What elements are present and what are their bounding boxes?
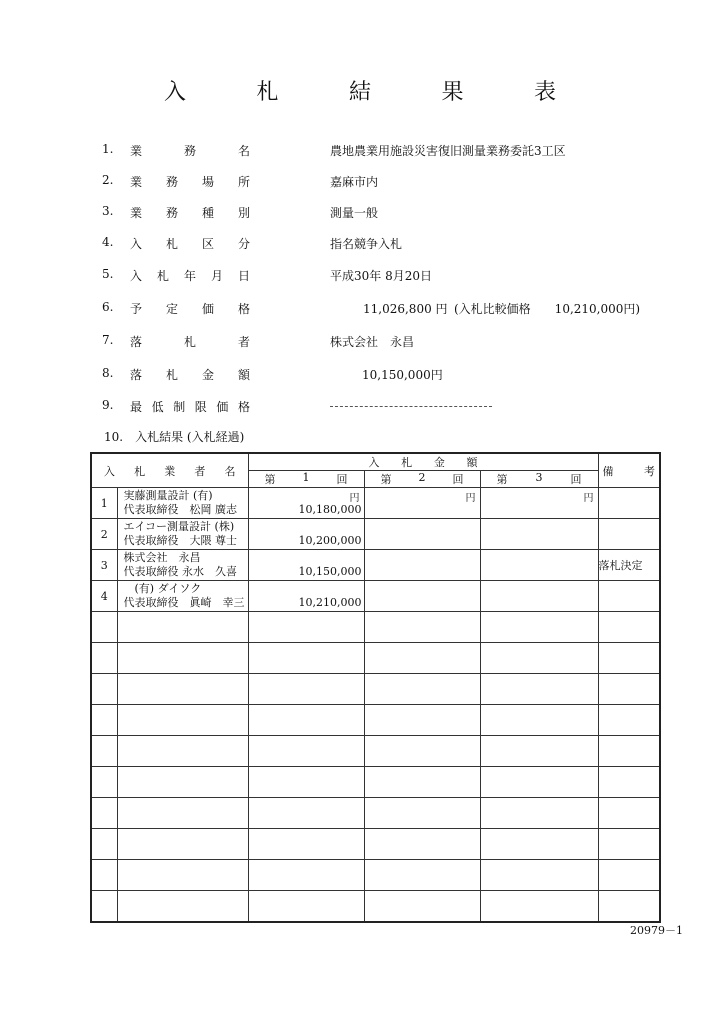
info-label-char: 名 bbox=[237, 144, 250, 158]
round-3-amount bbox=[480, 488, 598, 519]
bidder-number bbox=[91, 550, 117, 581]
info-label-char: 制 bbox=[173, 400, 186, 414]
document-number: 20979－1 bbox=[630, 924, 683, 937]
empty-cell bbox=[248, 860, 364, 891]
round-header-char: 第 bbox=[496, 473, 508, 486]
empty-cell bbox=[598, 891, 660, 923]
info-value: 測量一般 bbox=[330, 206, 379, 220]
empty-cell bbox=[364, 674, 480, 705]
empty-cell bbox=[480, 612, 598, 643]
empty-cell bbox=[248, 736, 364, 767]
empty-cell bbox=[480, 643, 598, 674]
remarks-cell bbox=[598, 519, 660, 550]
empty-cell bbox=[598, 860, 660, 891]
info-label-char: 務 bbox=[165, 206, 178, 220]
round-2-header bbox=[364, 471, 480, 488]
empty-cell bbox=[480, 674, 598, 705]
info-label-char: 区 bbox=[201, 237, 214, 251]
empty-cell bbox=[117, 612, 248, 643]
info-label-char: 業 bbox=[130, 144, 143, 158]
bidder-name bbox=[117, 519, 248, 550]
empty-cell bbox=[598, 767, 660, 798]
bidder-name bbox=[117, 581, 248, 612]
info-label-char: 業 bbox=[130, 175, 143, 189]
info-value: 株式会社 永昌 bbox=[330, 335, 415, 349]
info-label bbox=[130, 366, 250, 383]
info-label-char: 分 bbox=[237, 237, 250, 251]
table-row-empty bbox=[91, 643, 660, 674]
bidder-number-text: 1 bbox=[100, 496, 108, 510]
info-label bbox=[130, 142, 250, 159]
title-char: 結 bbox=[348, 79, 371, 105]
bidder-name-header bbox=[91, 453, 248, 488]
bidder-number-text: 3 bbox=[100, 558, 108, 572]
bidder-name bbox=[117, 488, 248, 519]
empty-cell bbox=[117, 829, 248, 860]
empty-cell bbox=[248, 767, 364, 798]
round-3-amount bbox=[480, 550, 598, 581]
empty-cell bbox=[480, 829, 598, 860]
empty-cell bbox=[117, 705, 248, 736]
info-row bbox=[0, 396, 720, 416]
header-char: 入 bbox=[104, 464, 115, 478]
table-header-row bbox=[91, 453, 660, 471]
empty-cell bbox=[91, 705, 117, 736]
table-row-empty bbox=[91, 674, 660, 705]
round-2-amount bbox=[364, 581, 480, 612]
yen-unit: 円 bbox=[583, 493, 594, 504]
table-row-empty bbox=[91, 736, 660, 767]
round-header-char: 第 bbox=[264, 473, 276, 486]
info-label-char: 予 bbox=[130, 302, 143, 316]
info-row bbox=[0, 364, 720, 384]
info-label-char: 価 bbox=[201, 302, 214, 316]
info-label-char: 別 bbox=[237, 206, 250, 220]
info-label-char: 務 bbox=[165, 175, 178, 189]
empty-cell bbox=[248, 829, 364, 860]
info-number: 5. bbox=[102, 267, 114, 281]
info-label-char: 低 bbox=[151, 400, 164, 414]
bidder-number-text: 2 bbox=[100, 527, 108, 541]
bidder-representative: 代表取締役 大隈 尊士 bbox=[123, 534, 237, 547]
empty-cell bbox=[91, 798, 117, 829]
table-row-empty bbox=[91, 798, 660, 829]
round-header-char: 回 bbox=[336, 473, 348, 486]
bidder-number bbox=[91, 488, 117, 519]
header-char: 備 bbox=[602, 464, 614, 478]
empty-cell bbox=[598, 798, 660, 829]
bid-amount: 10,200,000 bbox=[298, 534, 362, 547]
header-char: 額 bbox=[466, 456, 478, 469]
header-char: 考 bbox=[644, 464, 655, 478]
info-label bbox=[130, 267, 250, 284]
remarks-cell bbox=[598, 550, 660, 581]
comparison-price: (入札比較価格 10,210,000円) bbox=[454, 302, 641, 316]
info-label-char: 札 bbox=[165, 368, 178, 382]
table-row-empty bbox=[91, 891, 660, 923]
info-label-char: 場 bbox=[201, 175, 214, 189]
info-number: 6. bbox=[102, 300, 114, 314]
table-row-empty bbox=[91, 829, 660, 860]
round-3-amount bbox=[480, 581, 598, 612]
results-heading: 10. 入札結果 (入札経過) bbox=[104, 430, 245, 444]
round-header-char: 1 bbox=[302, 471, 310, 484]
empty-cell bbox=[91, 674, 117, 705]
round-header-char: 回 bbox=[452, 473, 464, 486]
bidder-company: エイコー測量設計 (株) bbox=[123, 520, 235, 533]
bidder-number-text: 4 bbox=[100, 589, 108, 603]
empty-cell bbox=[91, 612, 117, 643]
info-row bbox=[0, 331, 720, 351]
info-number: 8. bbox=[102, 366, 114, 380]
empty-cell bbox=[598, 705, 660, 736]
empty-cell bbox=[91, 643, 117, 674]
title-char: 入 bbox=[163, 79, 186, 105]
info-number: 9. bbox=[102, 398, 114, 412]
empty-cell bbox=[117, 798, 248, 829]
info-label bbox=[130, 204, 250, 221]
info-value: 指名競争入札 bbox=[330, 237, 403, 251]
info-row bbox=[0, 298, 720, 318]
empty-cell bbox=[598, 736, 660, 767]
info-label-char: 年 bbox=[183, 269, 196, 283]
info-value: 農地農業用施設災害復旧測量業務委託3工区 bbox=[330, 144, 566, 158]
info-row bbox=[0, 140, 720, 160]
empty-cell bbox=[480, 798, 598, 829]
empty-cell bbox=[598, 829, 660, 860]
yen-unit: 円 bbox=[349, 493, 360, 504]
empty-cell bbox=[480, 736, 598, 767]
header-char: 札 bbox=[134, 464, 146, 478]
info-number: 3. bbox=[102, 204, 114, 218]
info-row bbox=[0, 265, 720, 285]
remark-text: 落札決定 bbox=[598, 559, 643, 572]
header-char: 金 bbox=[433, 456, 445, 469]
title-char: 札 bbox=[256, 79, 279, 105]
info-label-char: 務 bbox=[183, 144, 196, 158]
empty-cell bbox=[364, 767, 480, 798]
info-label-char: 落 bbox=[130, 368, 143, 382]
round-2-amount bbox=[364, 488, 480, 519]
table-row-empty bbox=[91, 767, 660, 798]
bid-amount: 10,210,000 bbox=[298, 596, 362, 609]
info-label-char: 種 bbox=[201, 206, 214, 220]
empty-cell bbox=[598, 612, 660, 643]
info-label-char: 業 bbox=[130, 206, 143, 220]
info-label-char: 札 bbox=[165, 237, 178, 251]
empty-cell bbox=[248, 891, 364, 923]
bid-amount: 10,180,000 bbox=[298, 503, 362, 516]
remarks-cell bbox=[598, 581, 660, 612]
bidder-number bbox=[91, 519, 117, 550]
info-label-char: 定 bbox=[165, 302, 178, 316]
round-1-amount bbox=[248, 519, 364, 550]
bidder-representative: 代表取締役 松岡 廣志 bbox=[123, 503, 237, 516]
info-number: 7. bbox=[102, 333, 114, 347]
round-header-char: 2 bbox=[418, 471, 426, 484]
empty-cell bbox=[364, 736, 480, 767]
round-1-amount bbox=[248, 581, 364, 612]
info-number: 2. bbox=[102, 173, 114, 187]
info-value: 10,150,000円 bbox=[362, 368, 443, 382]
empty-cell bbox=[364, 643, 480, 674]
info-number: 4. bbox=[102, 235, 114, 249]
round-3-amount bbox=[480, 519, 598, 550]
empty-cell bbox=[117, 767, 248, 798]
info-label bbox=[130, 235, 250, 252]
info-label-char: 格 bbox=[237, 302, 250, 316]
round-header-char: 3 bbox=[535, 471, 543, 484]
info-row bbox=[0, 171, 720, 191]
info-row bbox=[0, 233, 720, 253]
empty-cell bbox=[248, 705, 364, 736]
info-value: 11,026,800 円 bbox=[363, 302, 448, 316]
bidder-name bbox=[117, 550, 248, 581]
round-header-char: 第 bbox=[380, 473, 392, 486]
info-label-char: 者 bbox=[237, 335, 250, 349]
round-header-char: 回 bbox=[570, 473, 582, 486]
info-row bbox=[0, 202, 720, 222]
empty-cell bbox=[117, 891, 248, 923]
empty-cell bbox=[364, 705, 480, 736]
table-row-empty bbox=[91, 860, 660, 891]
header-char: 業 bbox=[164, 464, 176, 478]
empty-cell bbox=[364, 860, 480, 891]
info-label bbox=[130, 398, 250, 415]
empty-cell bbox=[91, 891, 117, 923]
header-char: 名 bbox=[224, 464, 236, 478]
info-label-char: 価 bbox=[216, 400, 229, 414]
title-char: 果 bbox=[441, 79, 464, 105]
table-row bbox=[91, 550, 660, 581]
info-label-char: 入 bbox=[130, 269, 143, 283]
empty-cell bbox=[480, 860, 598, 891]
info-label bbox=[130, 300, 250, 317]
title-char: 表 bbox=[533, 79, 556, 105]
empty-cell bbox=[480, 767, 598, 798]
info-label-char: 札 bbox=[183, 335, 196, 349]
info-label-char: 金 bbox=[201, 368, 214, 382]
header-char: 札 bbox=[401, 456, 413, 469]
empty-cell bbox=[117, 736, 248, 767]
info-label bbox=[130, 173, 250, 190]
empty-cell bbox=[364, 829, 480, 860]
bid-results-table bbox=[90, 452, 661, 923]
empty-cell bbox=[91, 829, 117, 860]
empty-cell bbox=[91, 860, 117, 891]
bid-amount-header bbox=[248, 453, 598, 471]
empty-cell bbox=[364, 798, 480, 829]
round-3-header bbox=[480, 471, 598, 488]
empty-cell bbox=[117, 674, 248, 705]
bidder-representative: 代表取締役 永水 久喜 bbox=[123, 565, 237, 578]
info-label-char: 月 bbox=[210, 269, 223, 283]
info-value: 嘉麻市内 bbox=[330, 175, 379, 189]
table-row bbox=[91, 488, 660, 519]
empty-cell bbox=[598, 643, 660, 674]
empty-cell bbox=[248, 674, 364, 705]
bidder-company: 実藤測量設計 (有) bbox=[123, 489, 213, 502]
round-2-amount bbox=[364, 550, 480, 581]
table-row bbox=[91, 519, 660, 550]
bid-amount: 10,150,000 bbox=[298, 565, 362, 578]
empty-cell bbox=[364, 612, 480, 643]
round-1-header bbox=[248, 471, 364, 488]
empty-cell bbox=[91, 767, 117, 798]
info-label-char: 日 bbox=[237, 269, 250, 283]
remarks-cell bbox=[598, 488, 660, 519]
empty-cell bbox=[91, 736, 117, 767]
info-number: 1. bbox=[102, 142, 114, 156]
bidder-company: 株式会社 永昌 bbox=[123, 551, 201, 564]
info-value: 平成30年 8月20日 bbox=[330, 269, 432, 283]
round-2-amount bbox=[364, 519, 480, 550]
empty-cell bbox=[248, 798, 364, 829]
yen-unit: 円 bbox=[465, 493, 476, 504]
info-label bbox=[130, 333, 250, 350]
info-label-char: 札 bbox=[156, 269, 169, 283]
empty-cell bbox=[480, 705, 598, 736]
empty-cell bbox=[364, 891, 480, 923]
header-char: 者 bbox=[194, 464, 206, 478]
empty-cell bbox=[248, 643, 364, 674]
info-label-char: 落 bbox=[130, 335, 143, 349]
page-title bbox=[150, 74, 570, 106]
empty-cell bbox=[248, 612, 364, 643]
table-row bbox=[91, 581, 660, 612]
round-1-amount bbox=[248, 488, 364, 519]
bidder-representative: 代表取締役 眞崎 幸三 bbox=[123, 596, 245, 609]
bidder-company: (有) ダイソク bbox=[123, 582, 202, 595]
info-label-char: 限 bbox=[194, 400, 207, 414]
info-value-blank-line bbox=[330, 406, 492, 407]
header-char: 入 bbox=[368, 456, 380, 469]
table-row-empty bbox=[91, 705, 660, 736]
empty-cell bbox=[117, 860, 248, 891]
info-label-char: 所 bbox=[237, 175, 250, 189]
bidder-number bbox=[91, 581, 117, 612]
table-row-empty bbox=[91, 612, 660, 643]
info-label-char: 額 bbox=[237, 368, 250, 382]
empty-cell bbox=[598, 674, 660, 705]
info-label-char: 入 bbox=[130, 237, 143, 251]
empty-cell bbox=[117, 643, 248, 674]
info-label-char: 最 bbox=[130, 400, 143, 414]
info-label-char: 格 bbox=[237, 400, 250, 414]
round-1-amount bbox=[248, 550, 364, 581]
remarks-header bbox=[598, 453, 660, 488]
empty-cell bbox=[480, 891, 598, 923]
